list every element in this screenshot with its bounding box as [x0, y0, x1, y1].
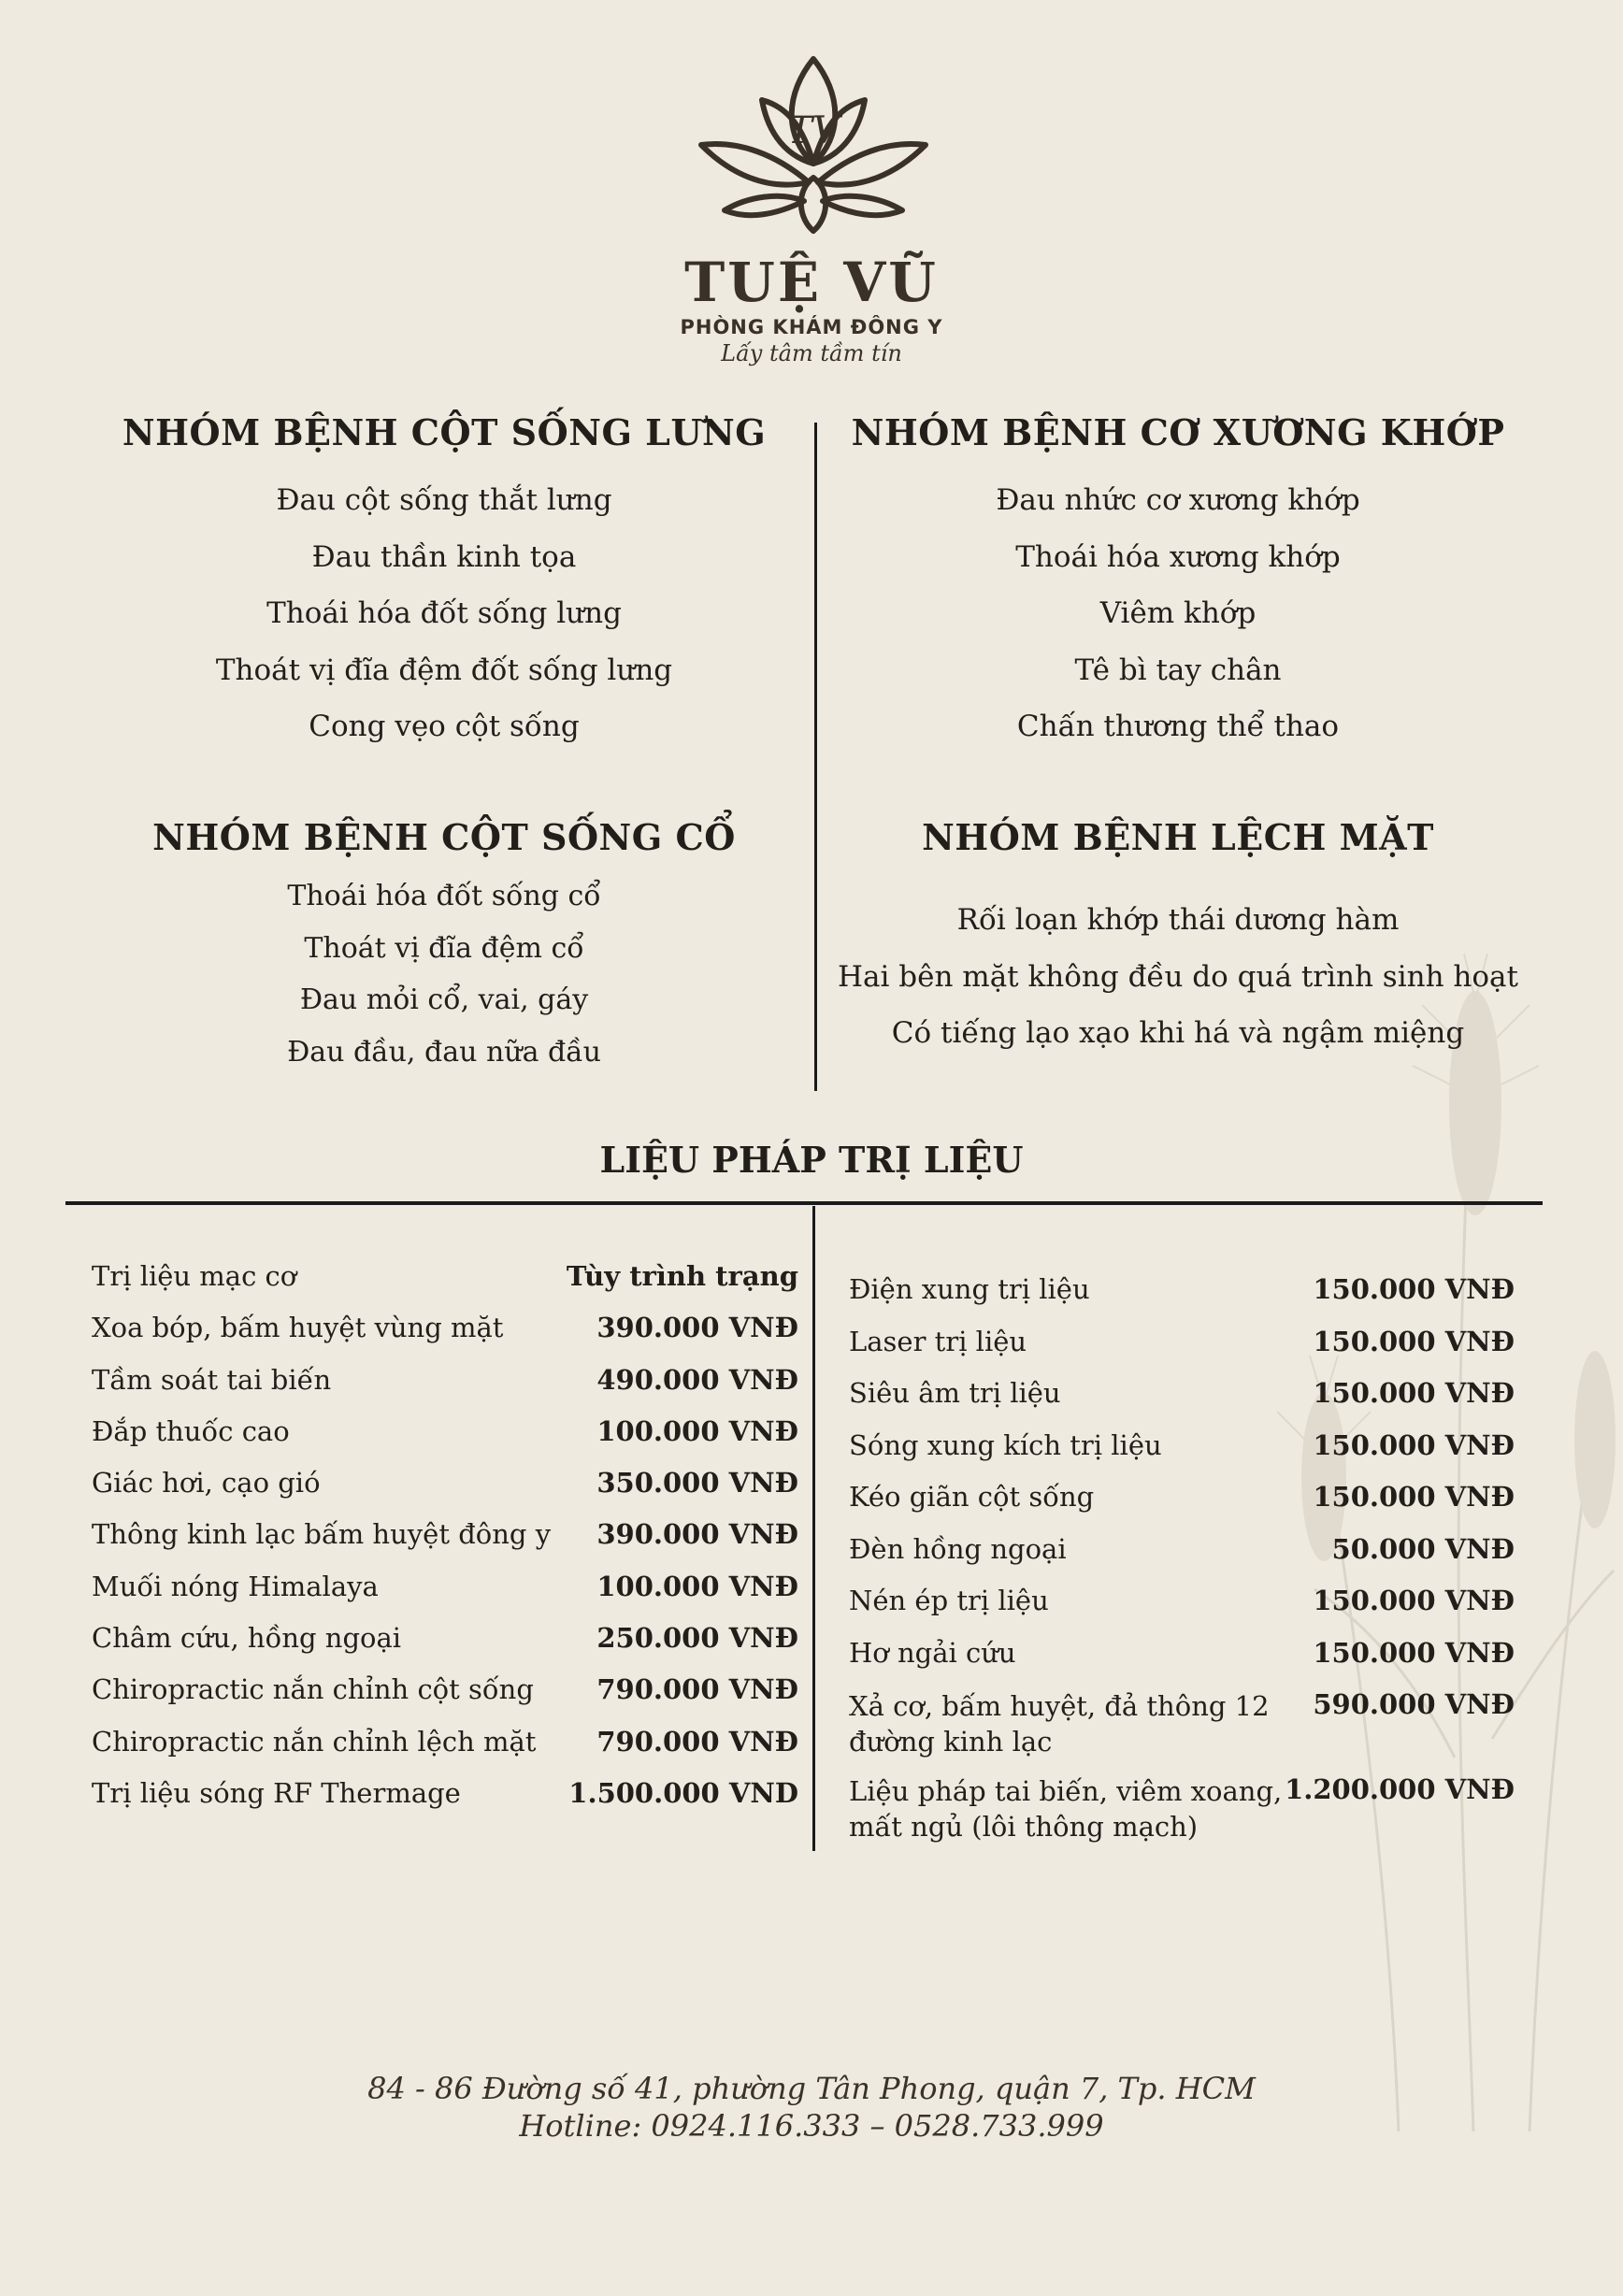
- price-row: [849, 1773, 1515, 1858]
- price-row: [849, 1637, 1515, 1689]
- service-name: Liệu pháp tai biến, viêm xoang, mất ngủ (lôi thông mạch): [849, 1775, 1283, 1843]
- service-price: 1.500.000 VND: [568, 1776, 798, 1809]
- group-item: Đau nhức cơ xương khớp: [996, 483, 1360, 517]
- price-list-right: [849, 1273, 1515, 1858]
- group-title: NHÓM BỆNH CƠ XƯƠNG KHỚP: [851, 411, 1505, 453]
- service-price: 390.000 VNĐ: [596, 1312, 798, 1344]
- service-name: Laser trị liệu: [849, 1325, 1027, 1357]
- therapy-title: LIỆU PHÁP TRỊ LIỆU: [599, 1139, 1024, 1181]
- brand-subtitle: PHÒNG KHÁM ĐÔNG Y: [680, 316, 943, 338]
- service-price: 590.000 VNĐ: [1313, 1688, 1515, 1720]
- price-list-left: [92, 1260, 798, 1829]
- service-price: 150.000 VNĐ: [1313, 1377, 1515, 1409]
- service-price: 1.200.000 VNĐ: [1285, 1773, 1515, 1805]
- service-price: 390.000 VNĐ: [596, 1518, 798, 1551]
- brand-slogan: Lấy tâm tầm tín: [721, 340, 902, 366]
- group-item: Đau cột sống thắt lưng: [276, 483, 612, 517]
- service-name: Điện xung trị liệu: [849, 1273, 1090, 1305]
- service-name: Thông kinh lạc bấm huyệt đông y: [92, 1518, 552, 1551]
- group-item: Thoái hóa đốt sống lưng: [266, 596, 622, 630]
- group-item: Thoái hóa xương khớp: [1015, 539, 1341, 574]
- service-price: 150.000 VNĐ: [1313, 1273, 1515, 1305]
- price-row: [92, 1415, 798, 1467]
- group-item: Thoái hóa đốt sống cổ: [287, 880, 601, 912]
- group-item: Thoát vị đĩa đệm cổ: [304, 931, 584, 965]
- service-name: Giác hơi, cạo gió: [92, 1467, 321, 1500]
- price-row: [849, 1533, 1515, 1586]
- lotus-logo-icon: [673, 51, 954, 238]
- price-row: [92, 1518, 798, 1570]
- service-name: Muối nóng Himalaya: [92, 1570, 379, 1602]
- price-row: [849, 1481, 1515, 1533]
- price-row: [92, 1673, 798, 1725]
- group-title: NHÓM BỆNH LỆCH MẶT: [922, 816, 1434, 858]
- service-name: Đèn hồng ngoại: [849, 1532, 1067, 1565]
- price-row: [849, 1429, 1515, 1482]
- group-lumbar-spine: [89, 411, 799, 755]
- group-item: Thoát vị đĩa đệm đốt sống lưng: [215, 653, 673, 687]
- group-musculoskeletal: [813, 411, 1543, 755]
- group-title: NHÓM BỆNH CỘT SỐNG LƯNG: [122, 411, 767, 453]
- price-row: [92, 1777, 798, 1829]
- price-row: [92, 1467, 798, 1518]
- price-row: [92, 1571, 798, 1622]
- price-row: [849, 1585, 1515, 1637]
- service-price: 150.000 VNĐ: [1313, 1481, 1515, 1513]
- service-price: 150.000 VNĐ: [1313, 1585, 1515, 1616]
- footer-address: 84 - 86 Đường số 41, phường Tân Phong, quận 7, Tp. HCM: [367, 2071, 1256, 2106]
- service-price: 350.000 VNĐ: [596, 1467, 798, 1500]
- group-item: Cong vẹo cột sống: [309, 710, 580, 743]
- service-price: 150.000 VNĐ: [1313, 1428, 1515, 1461]
- price-row: [92, 1726, 798, 1777]
- service-name: Hơ ngải cứu: [849, 1636, 1016, 1669]
- service-name: Chiropractic nắn chỉnh lệch mặt: [92, 1725, 537, 1758]
- service-price: 150.000 VNĐ: [1313, 1636, 1515, 1669]
- price-row: [92, 1312, 798, 1363]
- price-row: [849, 1326, 1515, 1378]
- service-name: Sóng xung kích trị liệu: [849, 1428, 1162, 1461]
- service-price: 490.000 VNĐ: [596, 1363, 798, 1396]
- service-name: Chiropractic nắn chỉnh cột sống: [92, 1673, 534, 1706]
- group-item: Chấn thương thể thao: [1016, 710, 1340, 743]
- group-cervical-spine: [89, 816, 799, 1078]
- service-price: Tùy trình trạng: [566, 1260, 798, 1292]
- service-price: 150.000 VNĐ: [1313, 1325, 1515, 1357]
- service-name: Đắp thuốc cao: [92, 1414, 290, 1447]
- column-divider: [814, 423, 817, 1091]
- group-item: Tê bì tay chân: [1074, 653, 1282, 687]
- group-item: Đau thần kinh tọa: [311, 539, 577, 574]
- service-price: 100.000 VNĐ: [596, 1570, 798, 1602]
- service-name: Siêu âm trị liệu: [849, 1377, 1061, 1409]
- footer-hotline: Hotline: 0924.116.333 – 0528.733.999: [519, 2108, 1104, 2144]
- service-price: 250.000 VNĐ: [596, 1622, 798, 1655]
- logo-monogram: TV: [787, 109, 840, 152]
- price-row: [92, 1622, 798, 1673]
- group-item: Hai bên mặt không đều do quá trình sinh hoạt: [838, 959, 1518, 994]
- price-column-divider: [812, 1206, 815, 1851]
- group-item: Đau mỏi cổ, vai, gáy: [299, 983, 589, 1016]
- price-row: [849, 1273, 1515, 1326]
- service-price: 100.000 VNĐ: [596, 1414, 798, 1447]
- service-price: 790.000 VNĐ: [596, 1725, 798, 1758]
- service-name: Trị liệu sóng RF Thermage: [92, 1776, 461, 1809]
- service-name: Kéo giãn cột sống: [849, 1481, 1095, 1513]
- therapy-divider: [65, 1201, 1543, 1205]
- group-title: NHÓM BỆNH CỘT SỐNG CỔ: [152, 816, 736, 858]
- group-item: Có tiếng lạo xạo khi há và ngậm miệng: [891, 1016, 1465, 1050]
- brand-name: TUỆ VŨ: [684, 251, 939, 314]
- service-price: 50.000 VNĐ: [1331, 1532, 1515, 1565]
- group-item: Viêm khớp: [1099, 596, 1257, 630]
- service-name: Trị liệu mạc cơ: [92, 1260, 297, 1292]
- price-row: [92, 1260, 798, 1312]
- price-row: [92, 1364, 798, 1415]
- price-row: [849, 1377, 1515, 1429]
- service-name: Châm cứu, hồng ngoại: [92, 1622, 402, 1655]
- price-row: [849, 1688, 1515, 1773]
- group-item: Đau đầu, đau nữa đầu: [287, 1035, 601, 1069]
- service-name: Nén ép trị liệu: [849, 1585, 1049, 1616]
- group-item: Rối loạn khớp thái dương hàm: [956, 903, 1400, 937]
- service-name: Xoa bóp, bấm huyệt vùng mặt: [92, 1312, 504, 1344]
- service-price: 790.000 VNĐ: [596, 1673, 798, 1706]
- service-name: Tầm soát tai biến: [92, 1363, 332, 1396]
- service-name: Xả cơ, bấm huyệt, đả thông 12 đường kinh lạc: [849, 1690, 1270, 1758]
- group-facial-asymmetry: [813, 816, 1543, 1062]
